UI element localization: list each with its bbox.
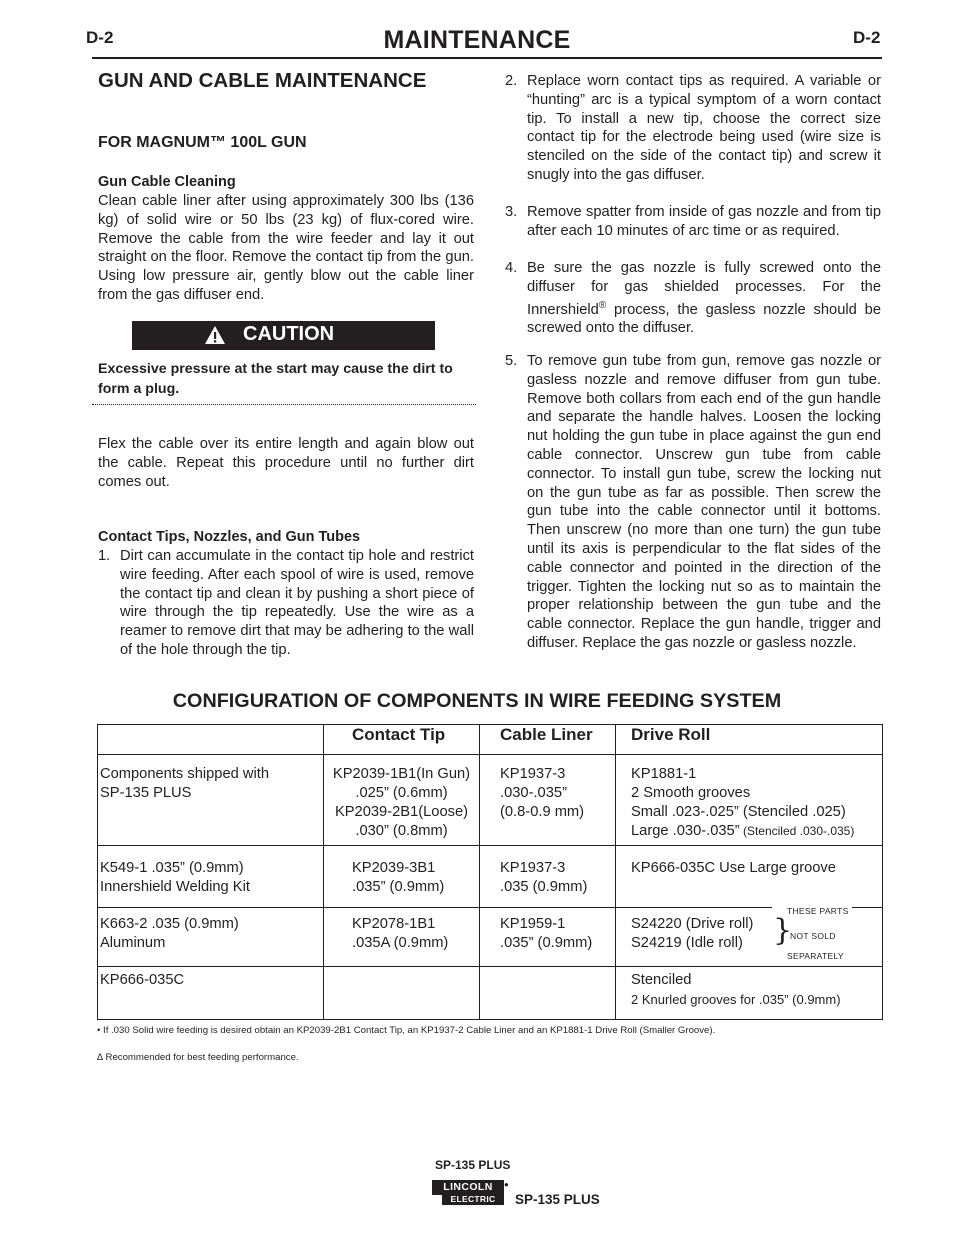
table-cell: [352, 915, 448, 953]
item-text-part: process, the gasless nozzle should be screwed onto the diffuser.: [527, 301, 881, 337]
cell-line: S24219 (Idle roll): [631, 935, 743, 951]
cell-line: .025” (0.6mm): [355, 785, 448, 801]
table-cell: [100, 765, 269, 803]
cell-line: KP1937-3: [500, 766, 566, 782]
item-text: Dirt can accumulate in the contact tip hole and restrict wire feeding. After each spool of wire is used, remove the contact tip and clean it by pushing a short piece of wire through the tip repeatedly. Use the wire as a reamer to remove dirt that may be adhering to the wall of the hole through the tip.: [120, 548, 474, 658]
footer-model-bottom: SP-135 PLUS: [515, 1192, 600, 1207]
col-divider: [479, 725, 480, 1019]
logo-dot: ●: [504, 1180, 509, 1189]
page-title: MAINTENANCE: [383, 26, 571, 54]
item-number: 2.: [505, 73, 518, 89]
logo-bottom: ELECTRIC: [442, 1194, 504, 1205]
item-text: Replace worn contact tips as required. A variable or “hunting” arc is a typical symptom of a worn contact tip. To install a new tip, choose the correct size contact tip for the electrode being used (wire size is stenciled on the side of the contact tip) and screw it snugly into the gas diffuser.: [527, 73, 881, 183]
table-cell: KP666-035C Use Large groove: [631, 860, 836, 876]
config-table: [97, 724, 883, 1020]
registered-mark: ®: [598, 299, 607, 311]
cell-line: K549-1 .035” (0.9mm): [100, 860, 244, 876]
footer-model: SP-135 PLUS: [435, 1158, 511, 1172]
warning-icon: [204, 325, 226, 345]
row-divider: [98, 754, 882, 755]
item-number: 5.: [505, 353, 518, 369]
table-cell: [100, 915, 239, 953]
cell-line: KP2039-2B1(Loose): [334, 804, 469, 820]
cell-line: .030” (0.8mm): [355, 823, 448, 839]
col-header-cable-liner: Cable Liner: [500, 725, 593, 744]
cell-line: .035” (0.9mm): [500, 935, 593, 951]
table-cell: [352, 859, 444, 897]
page-number-right: D-2: [853, 28, 881, 47]
flex-paragraph: Flex the cable over its entire length and again blow out the cable. Repeat this procedure until no further dirt comes out.: [98, 436, 474, 490]
col-header-drive-roll: Drive Roll: [631, 725, 711, 744]
header-rule: [92, 57, 882, 59]
table-cell: [631, 915, 753, 953]
caution-label: CAUTION: [243, 323, 335, 345]
cell-line: KP1959-1: [500, 916, 566, 932]
cleaning-heading: Gun Cable Cleaning: [98, 174, 236, 190]
item-text-part: Be sure the gas nozzle is fully screwed onto the diffuser for gas shielded processes. For the Innershield: [527, 260, 881, 318]
logo-top: LINCOLN: [432, 1180, 504, 1195]
cell-line: Components shipped with: [100, 766, 270, 782]
config-title: CONFIGURATION OF COMPONENTS IN WIRE FEEDING SYSTEM: [172, 690, 782, 712]
cell-line: KP2078-1B1: [352, 916, 436, 932]
parts-note-line: SEPARATELY: [787, 951, 844, 961]
table-cell: [631, 971, 841, 1009]
cell-line: SP-135 PLUS: [100, 785, 192, 801]
cell-line: (0.8-0.9 mm): [500, 804, 585, 820]
table-cell: [500, 915, 592, 953]
section-title: GUN AND CABLE MAINTENANCE: [98, 69, 427, 92]
table-cell: KP666-035C: [100, 972, 185, 988]
cell-line: .035 (0.9mm): [500, 879, 588, 895]
cell-line: KP2039-3B1: [352, 860, 436, 876]
cell-line: Innershield Welding Kit: [100, 879, 250, 895]
gun-subtitle: FOR MAGNUM™ 100L GUN: [98, 134, 307, 151]
cell-line: S24220 (Drive roll): [631, 916, 754, 932]
brace-symbol: }: [773, 913, 793, 948]
table-cell: [500, 765, 584, 822]
row-divider: [98, 966, 882, 967]
item-text: Remove spatter from inside of gas nozzle and from tip after each 10 minutes of arc time or as required.: [527, 204, 881, 239]
page-number-left: D-2: [86, 28, 114, 47]
cell-line: 2 Knurled grooves for .035” (0.9mm): [631, 992, 841, 1007]
cell-line-part: Large .030-.035”: [631, 823, 740, 839]
col-header-contact-tip: Contact Tip: [352, 725, 446, 744]
item-number: 4.: [505, 260, 518, 276]
footnote: • If .030 Solid wire feeding is desired obtain an KP2039-2B1 Contact Tip, an KP1937-2 Cable Liner and an KP1881-1 Drive Roll (Smaller Groove).: [97, 1025, 716, 1036]
table-cell: [631, 765, 854, 841]
cell-line: KP1881-1: [631, 766, 697, 782]
table-cell: [100, 859, 250, 897]
row-divider: [98, 907, 882, 908]
cell-line: .035A (0.9mm): [352, 935, 449, 951]
cell-line: Stenciled: [631, 972, 692, 988]
row-divider: [98, 845, 882, 846]
dotted-divider: [92, 404, 476, 405]
col-divider: [615, 966, 616, 1019]
item-text: To remove gun tube from gun, remove gas nozzle or gasless nozzle and remove diffuser from gun tube. Remove both collars from each end of the gun handle and separate the handle halves. Loosen the locking nut holding the gun tube in place against the gun end cable connector. Unscrew gun tube from cable connector. To install gun tube, screw the locking nut on the gun tube as far as possible. Then screw the gun tube into the cable connector until it bottoms. Then unscrew (no more than one turn) the gun tube until its axis is perpendicular to the flat sides of the cable connector and pointed in the direction of the trigger. Tighten the locking nut so as to maintain the proper relationship between the gun tube and the cable connector. Replace the gun handle, trigger and diffuser. Replace the gas nozzle or gasless nozzle.: [527, 353, 881, 651]
table-cell: [324, 765, 479, 841]
cell-line: KP2039-1B1(In Gun): [332, 766, 471, 782]
caution-banner: [132, 321, 435, 350]
tips-heading: Contact Tips, Nozzles, and Gun Tubes: [98, 529, 361, 545]
caution-text: Excessive pressure at the start may cause the dirt to form a plug.: [98, 361, 453, 397]
item-text: [527, 259, 881, 338]
item-number: 3.: [505, 204, 518, 220]
cell-line: K663-2 .035 (0.9mm): [100, 916, 239, 932]
cell-line: Small .023-.025” (Stenciled .025): [631, 804, 846, 820]
parts-note-line: THESE PARTS: [787, 906, 849, 916]
table-cell: [500, 859, 587, 897]
cell-line: .035” (0.9mm): [352, 879, 445, 895]
cell-line: Aluminum: [100, 935, 166, 951]
cell-line: KP1937-3: [500, 860, 566, 876]
cell-line-part: (Stenciled .030-.035): [739, 824, 855, 838]
cell-line: [631, 822, 854, 841]
lincoln-electric-logo: [432, 1180, 508, 1206]
cleaning-paragraph: Clean cable liner after using approximately 300 lbs (136 kg) of solid wire or 50 lbs (23 kg) of flux-cored wire. Remove the cable from the wire feeder and lay it out straight on the floor. Remove the contact tip from the gun. Using low pressure air, gently blow out the cable liner from the gas diffuser end.: [98, 193, 474, 303]
cell-line: 2 Smooth grooves: [631, 785, 751, 801]
cell-line: .030-.035”: [500, 785, 567, 801]
footnote: ∆ Recommended for best feeding performance.: [97, 1052, 299, 1063]
parts-note-line: NOT SOLD: [790, 931, 836, 941]
item-number: 1.: [98, 548, 111, 564]
